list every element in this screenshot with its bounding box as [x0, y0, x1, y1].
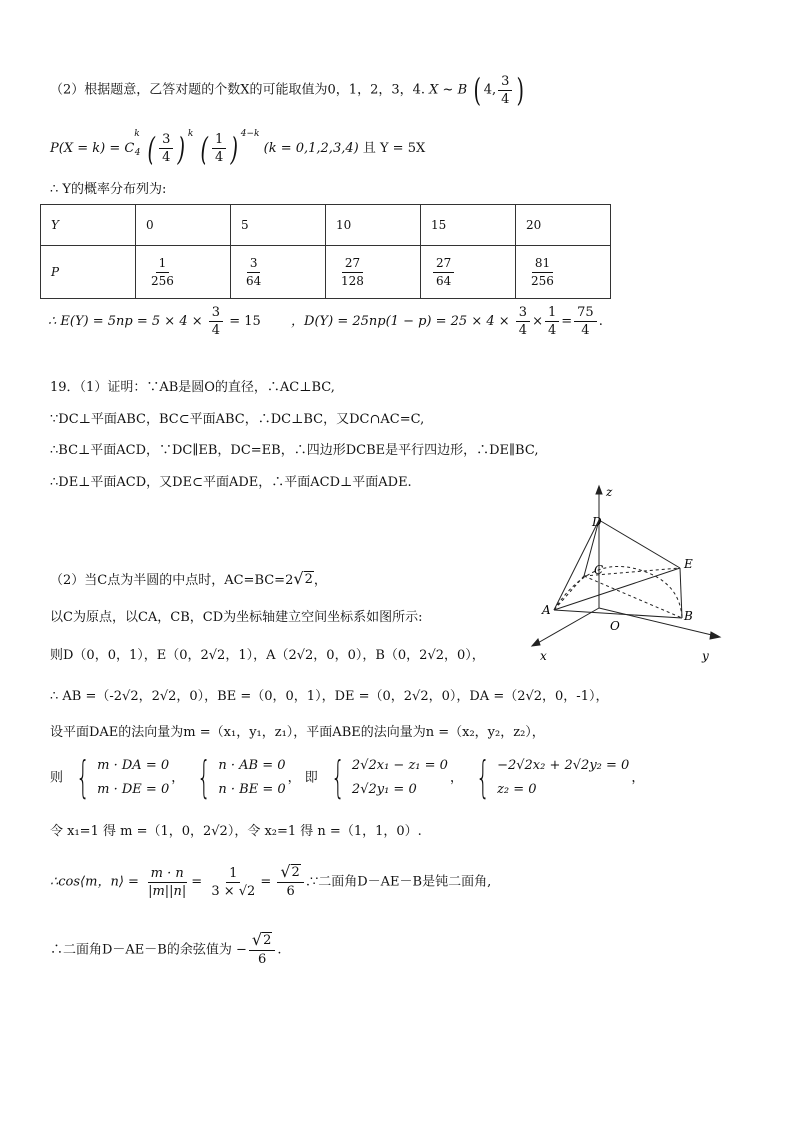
point-o-label: O	[610, 619, 620, 633]
binomial-p-fraction: $\frac{3}{4}$	[498, 73, 512, 108]
y-axis-label: y	[702, 649, 709, 663]
part2-condition: （2）当C点为半圆的中点时，AC=BC=2 √ 2 ，	[50, 569, 327, 588]
table-cell: $\frac{27}{64}$	[421, 246, 516, 299]
cosine-line: ∴cos⟨m，n⟩ = $\frac{m \cdot n}{|m||n|}$ = $\frac{1}{3 \times √2}$ = √ 2 6 .∵二面角D－AE－B是钝二面角,	[50, 862, 492, 899]
expectation-lhs: ∴ E(Y) = 5np = 5 × 4 ×	[48, 314, 203, 329]
table-row	[41, 246, 611, 299]
table-cell: 15	[421, 205, 516, 246]
table-row	[41, 205, 611, 246]
part2-intro-text: （2）根据题意，乙答对题的个数X的可能取值为0，1，2，3，4.	[50, 82, 426, 98]
table-cell: $\frac{81}{256}$	[516, 246, 611, 299]
point-e-label: E	[684, 557, 693, 571]
expectation-line: ∴ E(Y) = 5np = 5 × 4 × $\frac{3}{4}$ = 15 ，D(Y) = 25np(1 − p) = 25 × 4 × $\frac{3}{4}$ × $\frac{1}{4}$ = $\frac{75}{4}$ .	[48, 305, 603, 338]
final-answer: ∴二面角D－AE－B的余弦值为 − √ 2 6 .	[50, 930, 282, 967]
distribution-table	[40, 204, 611, 299]
table-cell: $\frac{3}{64}$	[231, 246, 326, 299]
k-range: (k = 0,1,2,3,4)	[263, 141, 359, 156]
q19-line2: ∵DC⊥平面ABC，BC⊂平面ABC，∴DC⊥BC，又DC∩AC=C,	[50, 412, 425, 427]
point-coordinates: 则D（0，0，1），E（0，2√2，1），A（2√2，0，0），B（0，2√2，0），	[50, 648, 485, 663]
normal-vectors: 设平面DAE的法向量为m =（x₁，y₁，z₁），平面ABE的法向量为n =（x₂，y₂，z₂），	[50, 725, 545, 740]
table-cell: 0	[136, 205, 231, 246]
point-c-label: C	[594, 563, 604, 577]
variance-lhs: ，D(Y) = 25np(1 − p) = 25 × 4 ×	[291, 314, 510, 329]
part2-intro-line: （2）根据题意，乙答对题的个数X的可能取值为0，1，2，3，4. X ~ B ( 4, $\frac{3}{4}$ )	[50, 71, 525, 109]
x-axis-label: x	[540, 649, 547, 663]
coordinate-setup: 以C为原点，以CA，CB，CD为坐标轴建立空间坐标系如图所示:	[50, 610, 423, 625]
prob-formula-line: $P(X = k) = C^k_4$ ( $\frac{3}{4}$ ) $^k$ ( $\frac{1}{4}$ ) $^{4-k}$ (k = 0,1,2,3,4) 且 Y = 5X	[50, 129, 426, 168]
expectation-rhs: = 15	[229, 314, 261, 329]
table-cell: 10	[326, 205, 421, 246]
point-b-label: B	[684, 609, 693, 623]
q19-line4: ∴DE⊥平面ACD，又DE⊂平面ADE，∴平面ACD⊥平面ADE.	[50, 475, 412, 490]
table-row-label: Y	[41, 205, 136, 246]
prob-formula-lhs: P(X = k) = C	[50, 141, 135, 156]
z-axis-label: z	[606, 485, 613, 499]
vector-list: ∴ AB =（-2√2，2√2，0），BE =（0，0，1），DE =（0，2√2，0），DA =（2√2，0，-1），	[50, 689, 609, 704]
q19-line1: 19．（1）证明：∵AB是圆O的直径，∴AC⊥BC,	[50, 380, 335, 395]
y-definition: 且 Y = 5X	[362, 141, 426, 156]
table-cell: 5	[231, 205, 326, 246]
table-cell: 20	[516, 205, 611, 246]
table-cell: $\frac{27}{128}$	[326, 246, 421, 299]
table-cell: $\frac{1}{256}$	[136, 246, 231, 299]
equation-systems: 则 { m · DA = 0 m · DE = 0 ， { n · AB = 0 n · BE = 0 ， 即 { 2√2x₁ − z₁ = 0 2√2y₁ = 0 ， { −2√2x₂ + 2√2y₂ = 0 z₂ = 0 ，	[50, 752, 645, 803]
binomial-notation: X ~ B	[429, 82, 468, 98]
q19-line3: ∴BC⊥平面ACD，∵DC∥EB，DC=EB，∴四边形DCBE是平行四边形，∴DE∥BC,	[50, 443, 539, 458]
coordinate-figure	[520, 484, 750, 664]
point-d-label: D	[592, 515, 602, 529]
let-values: 令 x₁=1 得 m =（1，0，2√2），令 x₂=1 得 n =（1，1，0）.	[50, 824, 422, 839]
point-a-label: A	[542, 603, 551, 617]
table-row-label: P	[41, 246, 136, 299]
dist-caption: ∴ Y的概率分布列为:	[50, 182, 167, 197]
